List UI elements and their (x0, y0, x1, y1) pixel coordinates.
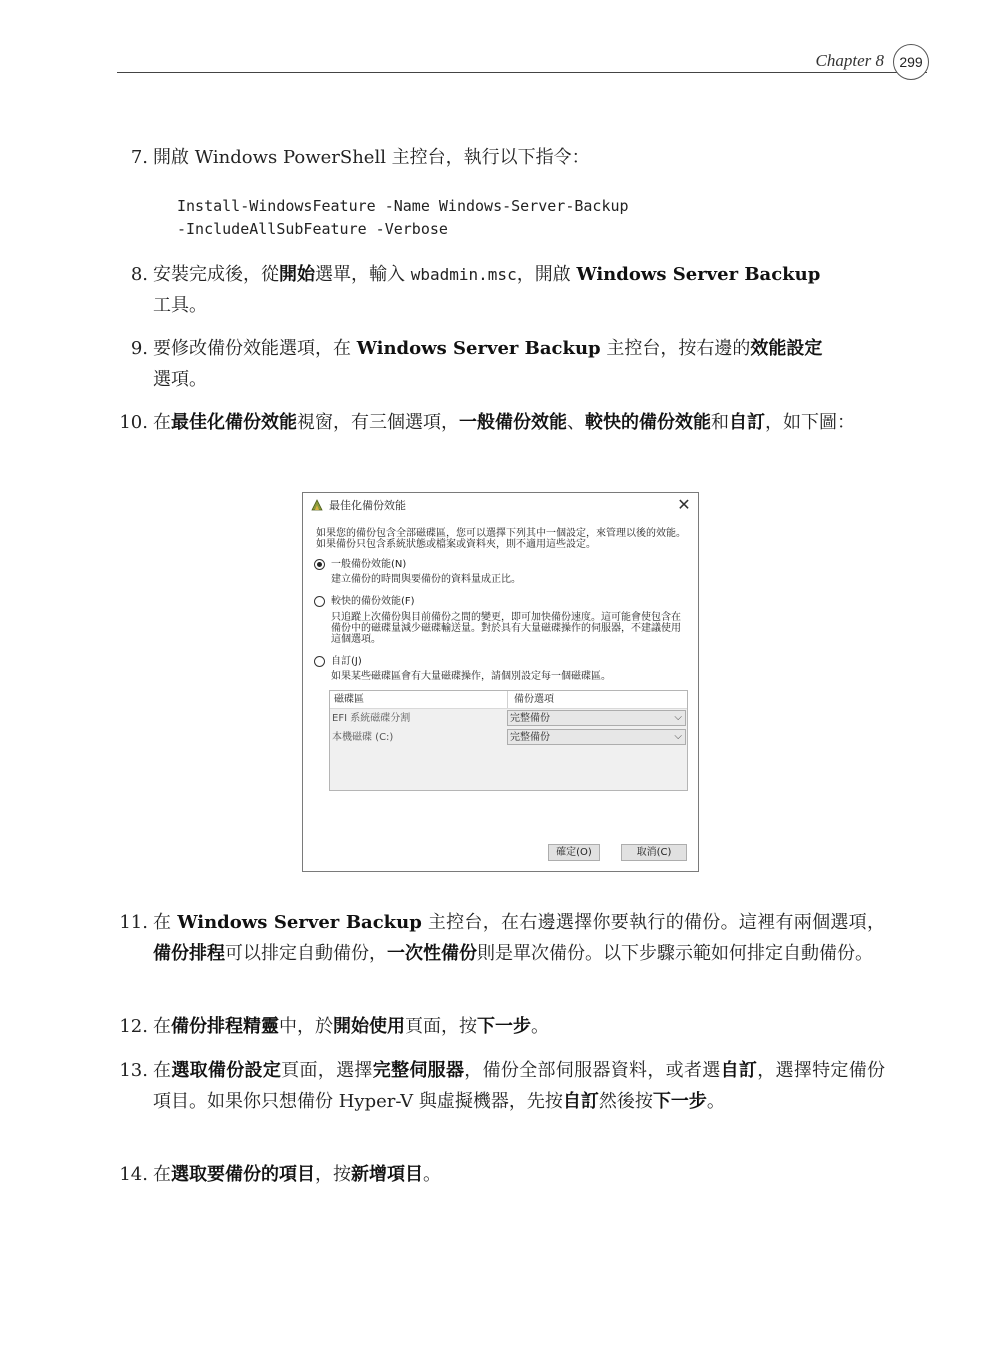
chevron-down-icon: ⌵ (674, 712, 682, 723)
backup-app-icon (310, 498, 324, 512)
step-9 (110, 333, 885, 395)
option-description: 建立備份的時間與要備份的資料量成正比。 (331, 574, 521, 585)
optimize-backup-dialog (302, 492, 699, 872)
step-number: 12. (119, 1016, 148, 1037)
option-label: 自訂(J) (331, 656, 362, 667)
backup-option-select[interactable]: 完整備份 ⌵ (507, 729, 686, 745)
dialog-intro: 如果您的備份包含全部磁碟區，您可以選擇下列其中一個設定，來管理以後的效能。如果備份只包含系統狀態或檔案或資料夾，則不適用這些設定。 (316, 528, 686, 550)
step-text: 開啟 Windows PowerShell 主控台，執行以下指令： (153, 147, 590, 168)
code-line: -IncludeAllSubFeature -Verbose (177, 220, 448, 238)
step-14 (110, 1159, 885, 1190)
step-number: 9. (130, 338, 148, 359)
option-label: 較快的備份效能(F) (331, 596, 415, 607)
option-description: 只追蹤上次備份與目前備份之間的變更，即可加快備份速度。這可能會使包含在備份中的磁碟量減少磁碟輸送量。對於具有大量磁碟操作的伺服器，不建議使用這個選項。 (331, 612, 681, 645)
radio-custom[interactable] (314, 656, 325, 667)
dialog-title: 最佳化備份效能 (329, 499, 406, 512)
step-10 (110, 407, 885, 438)
step-12 (110, 1011, 885, 1042)
step-number: 8. (130, 264, 148, 285)
step-number: 11. (119, 912, 148, 933)
step-text: 在選取要備份的項目，按新增項目。 (153, 1164, 441, 1185)
page-number: 299 (893, 44, 929, 80)
step-7 (110, 142, 885, 173)
table-row-volume: EFI 系統磁碟分割 (332, 713, 411, 724)
volume-table (329, 690, 688, 791)
step-8 (110, 259, 885, 321)
step-text: 在 Windows Server Backup 主控台，在右邊選擇你要執行的備份。這裡有兩個選項，備份排程可以排定自動備份，一次性備份則是單次備份。以下步驟示範如何排定自動備份。 (153, 912, 885, 964)
code-line: Install-WindowsFeature -Name Windows-Server-Backup (177, 197, 629, 215)
step-text: 在最佳化備份效能視窗，有三個選項，一般備份效能、較快的備份效能和自訂，如下圖： (153, 412, 855, 433)
radio-normal-performance[interactable] (314, 559, 325, 570)
code-block (177, 195, 629, 241)
step-text: 在選取備份設定頁面，選擇完整伺服器，備份全部伺服器資料，或者選自訂，選擇特定備份項目。如果你只想備份 Hyper-V 與虛擬機器，先按自訂然後按下一步。 (153, 1060, 886, 1112)
table-row-volume: 本機磁碟 (C:) (332, 732, 394, 743)
step-text: 安裝完成後，從開始選單，輸入 wbadmin.msc，開啟 Windows Server Backup 工具。 (153, 264, 821, 316)
step-text: 在備份排程精靈中，於開始使用頁面，按下一步。 (153, 1016, 549, 1037)
step-number: 13. (119, 1060, 148, 1081)
option-description: 如果某些磁碟區會有大量磁碟操作，請個別設定每一個磁碟區。 (331, 671, 611, 682)
step-13 (110, 1055, 885, 1117)
close-icon[interactable]: ✕ (677, 495, 691, 514)
radio-faster-performance[interactable] (314, 596, 325, 607)
step-number: 10. (119, 412, 148, 433)
ok-button[interactable]: 確定(O) (548, 844, 600, 861)
header-rule (117, 72, 927, 73)
step-11 (110, 907, 885, 969)
backup-option-select[interactable]: 完整備份 ⌵ (507, 710, 686, 726)
chapter-label: Chapter 8 (815, 51, 884, 70)
step-text: 要修改備份效能選項，在 Windows Server Backup 主控台，按右邊的效能設定 選項。 (153, 338, 823, 390)
column-header-backup-option: 備份選項 (514, 694, 554, 705)
table-header (330, 691, 687, 709)
step-number: 7. (130, 147, 148, 168)
column-header-volume: 磁碟區 (334, 694, 364, 705)
cancel-button[interactable]: 取消(C) (621, 844, 687, 861)
option-label: 一般備份效能(N) (331, 559, 407, 570)
chevron-down-icon: ⌵ (674, 731, 682, 742)
step-number: 14. (119, 1164, 148, 1185)
